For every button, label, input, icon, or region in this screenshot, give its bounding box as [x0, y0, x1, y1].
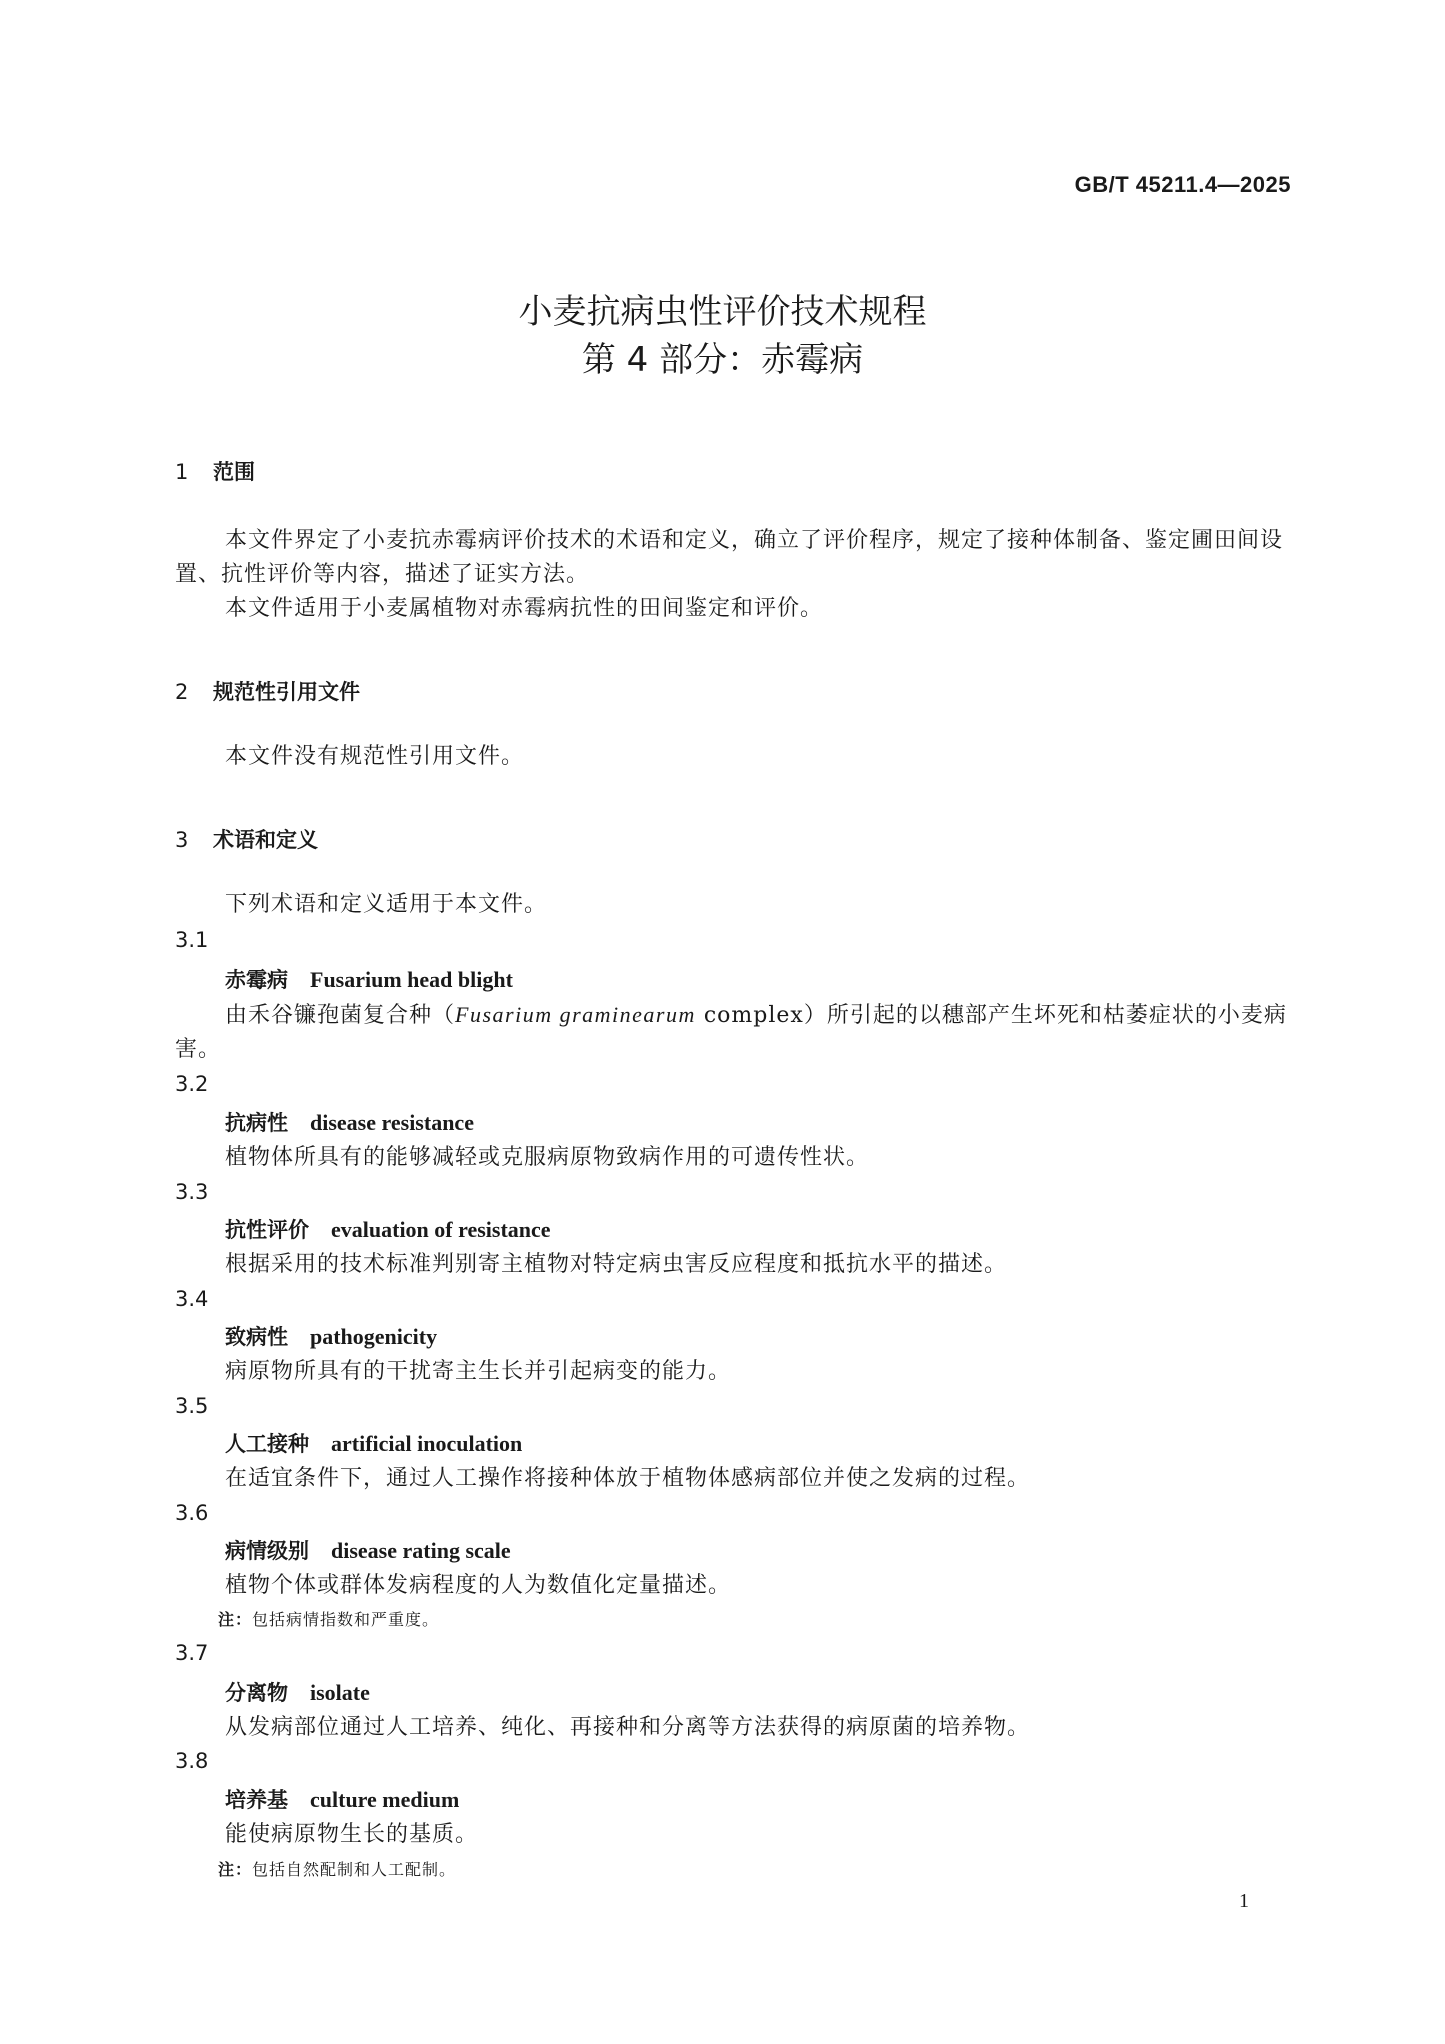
section-heading-scope	[175, 456, 255, 486]
term-heading	[225, 1321, 437, 1351]
title-line-1: 小麦抗病虫性评价技术规程	[518, 292, 927, 332]
section-title: 范围	[213, 460, 255, 484]
section-title: 术语和定义	[213, 828, 318, 852]
term-number: 3.2	[175, 1072, 209, 1096]
title-line-2: 第 4 部分：赤霉病	[581, 340, 864, 380]
term-definition: 植物个体或群体发病程度的人为数值化定量描述。	[225, 1573, 732, 1598]
term-zh: 人工接种	[225, 1432, 309, 1456]
term-en: pathogenicity	[310, 1324, 438, 1349]
section-heading-references	[175, 676, 360, 706]
note-label: 注：	[218, 1860, 253, 1879]
term-en: culture medium	[310, 1787, 460, 1812]
section-number: 1	[175, 460, 189, 484]
scope-paragraph-2: 本文件适用于小麦属植物对赤霉病抗性的田间鉴定和评价。	[225, 596, 824, 621]
term-zh: 培养基	[225, 1788, 288, 1812]
note-label: 注：	[218, 1610, 253, 1629]
term-number: 3.7	[175, 1641, 209, 1665]
page-number: 1	[1239, 1890, 1249, 1912]
term-zh: 赤霉病	[225, 968, 288, 992]
term-heading	[225, 1214, 551, 1244]
term-en: Fusarium head blight	[310, 967, 513, 992]
term-heading	[225, 1677, 370, 1707]
section-heading-terms	[175, 824, 318, 854]
term-zh: 抗病性	[225, 1111, 288, 1135]
term-definition: 在适宜条件下，通过人工操作将接种体放于植物体感病部位并使之发病的过程。	[225, 1466, 1031, 1491]
term-en: disease resistance	[310, 1110, 474, 1135]
term-en: artificial inoculation	[331, 1431, 523, 1456]
standard-code: GB/T 45211.4—2025	[1074, 172, 1291, 197]
term-number: 3.1	[175, 928, 209, 952]
term-definition: 能使病原物生长的基质。	[225, 1822, 479, 1847]
term-zh: 病情级别	[225, 1539, 309, 1563]
term-heading	[225, 964, 513, 994]
terms-intro: 下列术语和定义适用于本文件。	[225, 892, 548, 917]
section-number: 2	[175, 680, 189, 704]
document-title	[0, 288, 1445, 384]
term-definition: 根据采用的技术标准判别寄主植物对特定病虫害反应程度和抵抗水平的描述。	[225, 1252, 1008, 1277]
term-number: 3.4	[175, 1287, 209, 1311]
term-number: 3.6	[175, 1501, 209, 1525]
section-title: 规范性引用文件	[213, 680, 360, 704]
note-text: 包括自然配制和人工配制。	[252, 1860, 457, 1879]
term-heading	[225, 1428, 522, 1458]
term-definition: 从发病部位通过人工培养、纯化、再接种和分离等方法获得的病原菌的培养物。	[225, 1715, 1031, 1740]
term-heading	[225, 1535, 511, 1565]
section-number: 3	[175, 828, 189, 852]
note-text: 包括病情指数和严重度。	[252, 1610, 440, 1629]
definition-text: 由禾谷镰孢菌复合种（	[225, 1003, 456, 1028]
term-number: 3.3	[175, 1180, 209, 1204]
species-name: Fusarium graminearum	[455, 1002, 696, 1027]
term-en: disease rating scale	[331, 1538, 511, 1563]
term-en: evaluation of resistance	[331, 1217, 551, 1242]
term-zh: 抗性评价	[225, 1218, 309, 1242]
term-definition: 病原物所具有的干扰寄主生长并引起病变的能力。	[225, 1359, 732, 1384]
term-zh: 致病性	[225, 1325, 288, 1349]
scope-paragraph-1: 本文件界定了小麦抗赤霉病评价技术的术语和定义，确立了评价程序，规定了接种体制备、鉴定圃田间设置、抗性评价等内容，描述了证实方法。	[175, 528, 1284, 587]
references-paragraph: 本文件没有规范性引用文件。	[225, 744, 525, 769]
term-heading	[225, 1107, 474, 1137]
term-definition: 植物体所具有的能够减轻或克服病原物致病作用的可遗传性状。	[225, 1145, 870, 1170]
term-zh: 分离物	[225, 1681, 288, 1705]
term-definition	[175, 998, 1295, 1067]
term-note	[218, 1857, 456, 1880]
term-number: 3.5	[175, 1394, 209, 1418]
definition-text: complex）所引起的以穗部产生坏死和枯萎症状的小麦病害。	[175, 1003, 1287, 1062]
term-en: isolate	[310, 1680, 370, 1705]
term-number: 3.8	[175, 1749, 209, 1773]
term-note	[218, 1607, 439, 1630]
term-heading	[225, 1784, 459, 1814]
